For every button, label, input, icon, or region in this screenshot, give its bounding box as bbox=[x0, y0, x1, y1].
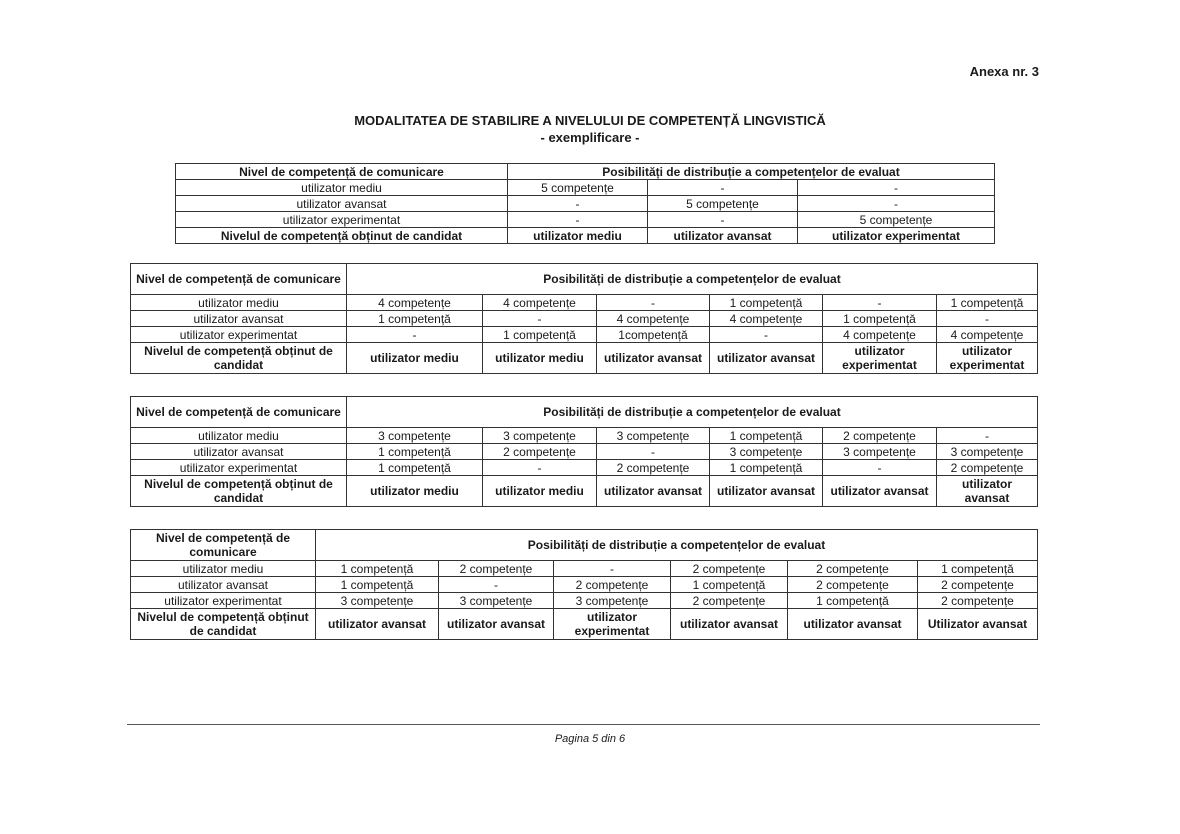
table-row bbox=[131, 460, 1038, 476]
row-label: utilizator experimentat bbox=[176, 212, 508, 228]
row-label: utilizator experimentat bbox=[131, 460, 347, 476]
result-cell: utilizator experimentat bbox=[798, 228, 995, 244]
table-header-row bbox=[131, 397, 1038, 428]
competence-table-1 bbox=[175, 163, 995, 244]
table-cell: 1 competență bbox=[823, 311, 937, 327]
table-cell: 3 competențe bbox=[316, 593, 439, 609]
table-cell: - bbox=[798, 180, 995, 196]
table-cell: - bbox=[347, 327, 483, 343]
table-cell: 1 competență bbox=[671, 577, 788, 593]
table-cell: - bbox=[937, 311, 1038, 327]
page-footer: Pagina 5 din 6 bbox=[554, 733, 626, 745]
table-cell: 4 competențe bbox=[710, 311, 823, 327]
result-row bbox=[131, 343, 1038, 374]
table-cell: 1 competență bbox=[710, 460, 823, 476]
table-row bbox=[131, 311, 1038, 327]
footer-divider bbox=[127, 724, 1040, 725]
row-label: utilizator mediu bbox=[131, 295, 347, 311]
title-main: MODALITATEA DE STABILIRE A NIVELULUI DE COMPETENȚĂ LINGVISTICĂ bbox=[354, 113, 826, 128]
table-cell: 1 competență bbox=[347, 460, 483, 476]
table-cell: 2 competențe bbox=[554, 577, 671, 593]
table-cell: - bbox=[823, 295, 937, 311]
result-row bbox=[131, 609, 1038, 640]
table-header-row bbox=[176, 164, 995, 180]
table-cell: 1 competență bbox=[347, 444, 483, 460]
result-cell: utilizator avansat bbox=[648, 228, 798, 244]
result-cell: utilizator avansat bbox=[597, 476, 710, 507]
annex-number: Anexa nr. 3 bbox=[969, 64, 1039, 79]
table-cell: 3 competențe bbox=[597, 428, 710, 444]
table-row bbox=[131, 593, 1038, 609]
table-cell: 3 competențe bbox=[439, 593, 554, 609]
document-title bbox=[0, 112, 1180, 146]
competence-table-4 bbox=[130, 529, 1038, 640]
header-distribution: Posibilități de distribuție a competențelor de evaluat bbox=[347, 264, 1038, 295]
table-cell: 4 competențe bbox=[347, 295, 483, 311]
result-label: Nivelul de competență obținut de candidat bbox=[131, 476, 347, 507]
table-cell: 4 competențe bbox=[823, 327, 937, 343]
result-label: Nivelul de competență obținut de candidat bbox=[131, 609, 316, 640]
table-cell: 1 competență bbox=[937, 295, 1038, 311]
table-row bbox=[131, 561, 1038, 577]
table-header-row bbox=[131, 264, 1038, 295]
table-cell: - bbox=[483, 460, 597, 476]
table-cell: 1 competență bbox=[483, 327, 597, 343]
table-cell: 1 competență bbox=[347, 311, 483, 327]
table-cell: 5 competențe bbox=[798, 212, 995, 228]
table-cell: 5 competențe bbox=[508, 180, 648, 196]
header-distribution: Posibilități de distribuție a competențelor de evaluat bbox=[508, 164, 995, 180]
table-row bbox=[176, 212, 995, 228]
result-cell: utilizator mediu bbox=[483, 476, 597, 507]
table-cell: 4 competențe bbox=[597, 311, 710, 327]
result-row bbox=[176, 228, 995, 244]
table-cell: 1 competență bbox=[316, 577, 439, 593]
table-row bbox=[131, 327, 1038, 343]
table-cell: 3 competențe bbox=[823, 444, 937, 460]
result-cell: utilizator experimentat bbox=[554, 609, 671, 640]
table-cell: - bbox=[710, 327, 823, 343]
table-cell: - bbox=[508, 196, 648, 212]
table-cell: - bbox=[554, 561, 671, 577]
result-cell: utilizator mediu bbox=[347, 476, 483, 507]
result-cell: utilizator avansat bbox=[710, 476, 823, 507]
table-cell: 1 competență bbox=[710, 428, 823, 444]
table-cell: 3 competențe bbox=[710, 444, 823, 460]
header-level: Nivel de competență de comunicare bbox=[131, 530, 316, 561]
table-cell: 3 competențe bbox=[554, 593, 671, 609]
table-row bbox=[176, 196, 995, 212]
table-cell: 1competență bbox=[597, 327, 710, 343]
row-label: utilizator mediu bbox=[131, 428, 347, 444]
table-cell: 2 competențe bbox=[788, 561, 918, 577]
table-cell: 2 competențe bbox=[918, 577, 1038, 593]
table-cell: - bbox=[508, 212, 648, 228]
header-level: Nivel de competență de comunicare bbox=[131, 264, 347, 295]
result-cell: utilizator experimentat bbox=[823, 343, 937, 374]
table-cell: - bbox=[937, 428, 1038, 444]
row-label: utilizator avansat bbox=[131, 444, 347, 460]
table-cell: 3 competențe bbox=[937, 444, 1038, 460]
result-label: Nivelul de competență obținut de candidat bbox=[131, 343, 347, 374]
table-cell: 3 competențe bbox=[483, 428, 597, 444]
table-cell: 5 competențe bbox=[648, 196, 798, 212]
table-cell: 2 competențe bbox=[597, 460, 710, 476]
competence-table-2 bbox=[130, 263, 1038, 374]
table-cell: - bbox=[483, 311, 597, 327]
result-cell: utilizator mediu bbox=[508, 228, 648, 244]
result-cell: utilizator experimentat bbox=[937, 343, 1038, 374]
result-cell: utilizator avansat bbox=[597, 343, 710, 374]
competence-table-3 bbox=[130, 396, 1038, 507]
result-cell: Utilizator avansat bbox=[918, 609, 1038, 640]
table-cell: 2 competențe bbox=[937, 460, 1038, 476]
result-cell: utilizator avansat bbox=[671, 609, 788, 640]
header-distribution: Posibilități de distribuție a competențelor de evaluat bbox=[316, 530, 1038, 561]
table-cell: 2 competențe bbox=[671, 593, 788, 609]
table-cell: 2 competențe bbox=[483, 444, 597, 460]
table-cell: - bbox=[648, 212, 798, 228]
row-label: utilizator avansat bbox=[176, 196, 508, 212]
table-cell: 1 competență bbox=[710, 295, 823, 311]
result-cell: utilizator mediu bbox=[483, 343, 597, 374]
table-cell: - bbox=[439, 577, 554, 593]
table-cell: 2 competențe bbox=[439, 561, 554, 577]
row-label: utilizator mediu bbox=[131, 561, 316, 577]
result-cell: utilizator avansat bbox=[439, 609, 554, 640]
row-label: utilizator avansat bbox=[131, 577, 316, 593]
table-row bbox=[176, 180, 995, 196]
row-label: utilizator experimentat bbox=[131, 327, 347, 343]
table-cell: 2 competențe bbox=[918, 593, 1038, 609]
result-cell: utilizator avansat bbox=[823, 476, 937, 507]
table-cell: - bbox=[597, 444, 710, 460]
table-cell: 1 competență bbox=[316, 561, 439, 577]
title-subtitle: - exemplificare - bbox=[540, 130, 640, 145]
table-cell: 2 competențe bbox=[788, 577, 918, 593]
header-level: Nivel de competență de comunicare bbox=[131, 397, 347, 428]
result-cell: utilizator mediu bbox=[347, 343, 483, 374]
table-cell: 1 competență bbox=[788, 593, 918, 609]
table-cell: 4 competențe bbox=[937, 327, 1038, 343]
table-cell: 4 competențe bbox=[483, 295, 597, 311]
header-distribution: Posibilități de distribuție a competențelor de evaluat bbox=[347, 397, 1038, 428]
result-cell: utilizator avansat bbox=[710, 343, 823, 374]
table-cell: - bbox=[798, 196, 995, 212]
row-label: utilizator avansat bbox=[131, 311, 347, 327]
result-label: Nivelul de competență obținut de candidat bbox=[176, 228, 508, 244]
row-label: utilizator mediu bbox=[176, 180, 508, 196]
result-cell: utilizator avansat bbox=[788, 609, 918, 640]
result-cell: utilizator avansat bbox=[937, 476, 1038, 507]
table-cell: - bbox=[823, 460, 937, 476]
table-row bbox=[131, 295, 1038, 311]
result-cell: utilizator avansat bbox=[316, 609, 439, 640]
row-label: utilizator experimentat bbox=[131, 593, 316, 609]
table-cell: 1 competență bbox=[918, 561, 1038, 577]
table-cell: 2 competențe bbox=[671, 561, 788, 577]
table-cell: 3 competențe bbox=[347, 428, 483, 444]
table-row bbox=[131, 444, 1038, 460]
table-cell: - bbox=[597, 295, 710, 311]
table-header-row bbox=[131, 530, 1038, 561]
table-cell: - bbox=[648, 180, 798, 196]
result-row bbox=[131, 476, 1038, 507]
header-level: Nivel de competență de comunicare bbox=[176, 164, 508, 180]
table-row bbox=[131, 577, 1038, 593]
table-cell: 2 competențe bbox=[823, 428, 937, 444]
table-row bbox=[131, 428, 1038, 444]
